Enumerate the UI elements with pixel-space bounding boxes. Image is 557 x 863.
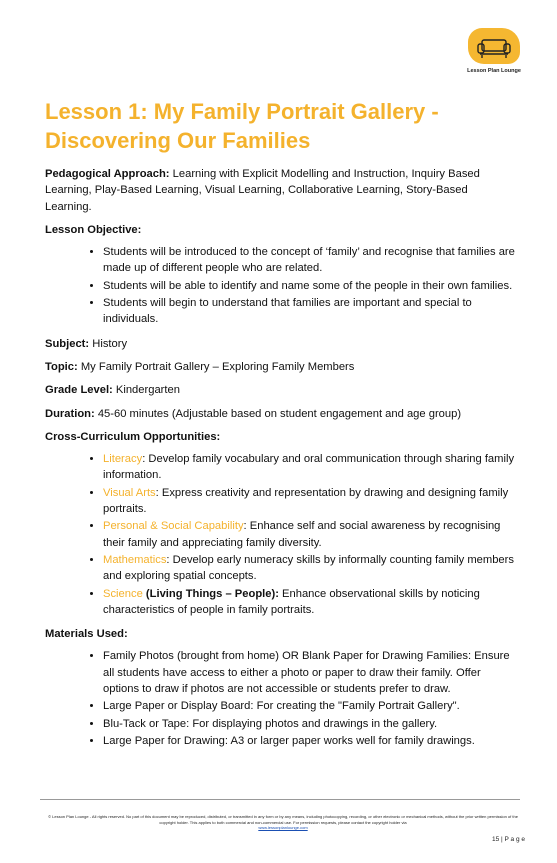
list-item	[103, 451, 515, 484]
item-text: : Express creativity and representation by drawing and designing family portraits.	[103, 486, 509, 516]
subject	[45, 336, 515, 352]
grade-label: Grade Level:	[45, 384, 113, 397]
website-link[interactable]: www.lessonplanlounge.com	[258, 825, 308, 830]
list-item: • Large Paper for Drawing: A3 or larger paper works well for family drawings.	[103, 733, 515, 749]
list-item: • Students will be able to identify and name some of the people in their own families.	[103, 278, 515, 294]
subject-key: Personal & Social Capability	[103, 520, 244, 533]
grade-level	[45, 382, 515, 398]
cross-curriculum-list	[45, 451, 515, 618]
objective-heading	[45, 222, 515, 238]
list-item	[103, 552, 515, 585]
logo-text: Lesson Plan Lounge	[467, 68, 521, 74]
copyright-footer	[48, 814, 518, 831]
item-text: Enhance observational skills by noticing characteristics of people in family portraits.	[103, 587, 480, 616]
list-item	[103, 586, 515, 619]
objective-label: Lesson Objective:	[45, 223, 142, 236]
pedagogical-approach	[45, 166, 515, 215]
copyright-text: © Lesson Plan Lounge - All rights reserved. No part of this document may be reproduced, distributed, or transmitted in any form or by any means, including photocopying, recording, or other electronic or mechanical methods, without the prior written permission of the copyright holder. This applies to both commercial and non-commercial use. For permission requests, please contact the copyright holder via	[48, 814, 518, 825]
materials-list	[45, 648, 515, 749]
subject-key: Mathematics	[103, 553, 167, 566]
sofa-icon	[468, 28, 520, 64]
list-item	[103, 518, 515, 551]
topic	[45, 359, 515, 375]
topic-value: My Family Portrait Gallery – Exploring Family Members	[77, 360, 355, 373]
objective-list	[45, 244, 515, 327]
pedagogical-label: Pedagogical Approach:	[45, 168, 170, 180]
duration-value: 45-60 minutes (Adjustable based on student engagement and age group)	[94, 407, 462, 420]
subject-value: History	[89, 337, 128, 350]
item-text: : Develop family vocabulary and oral communication through sharing family information.	[103, 453, 515, 482]
list-item: • Students will be introduced to the concept of ‘family’ and recognise that families are made up of different people who are related.	[103, 244, 515, 277]
list-item: • Family Photos (brought from home) OR Blank Paper for Drawing Families: Ensure all students have access to either a photo or paper to draw their family. Offer options to draw if photos are not accessible or students prefer to draw.	[103, 648, 515, 697]
subject-extra: (Living Things – People):	[142, 587, 279, 600]
subject-label: Subject:	[45, 337, 90, 350]
footer-divider	[40, 799, 520, 800]
subject-key: Visual Arts	[103, 486, 156, 499]
item-text: : Enhance self and social awareness by recognising their family and appreciating family diversity.	[103, 520, 501, 549]
grade-value: Kindergarten	[112, 384, 180, 397]
cross-curriculum-heading	[45, 429, 515, 445]
list-item: • Large Paper or Display Board: For creating the "Family Portrait Gallery".	[103, 698, 515, 714]
duration-label: Duration:	[45, 407, 95, 420]
page-number: 15 | P a g e	[491, 836, 525, 843]
list-item	[103, 485, 515, 518]
lesson-title: Lesson 1: My Family Portrait Gallery - Discovering Our Families	[45, 99, 439, 153]
topic-label: Topic:	[45, 360, 78, 373]
materials-heading	[45, 626, 515, 642]
list-item: • Blu-Tack or Tape: For displaying photos and drawings in the gallery.	[103, 716, 515, 732]
list-item: • Students will begin to understand that families are important and special to individuals.	[103, 295, 515, 328]
lesson-body	[45, 166, 515, 757]
lesson-plan-lounge-logo	[462, 28, 526, 80]
item-text: : Develop early numeracy skills by informally counting family members and exploring spatial concepts.	[103, 553, 514, 583]
cross-label: Cross-Curriculum Opportunities:	[45, 430, 221, 443]
pedagogical-value: Learning with Explicit Modelling and Instruction, Inquiry Based Learning, Play-Based Learning, Visual Learning, Collaborative Learning, Story-Based Learning.	[45, 168, 480, 213]
subject-key: Literacy	[103, 453, 143, 466]
materials-label: Materials Used:	[45, 628, 128, 641]
subject-key: Science	[103, 587, 143, 600]
duration	[45, 406, 515, 422]
